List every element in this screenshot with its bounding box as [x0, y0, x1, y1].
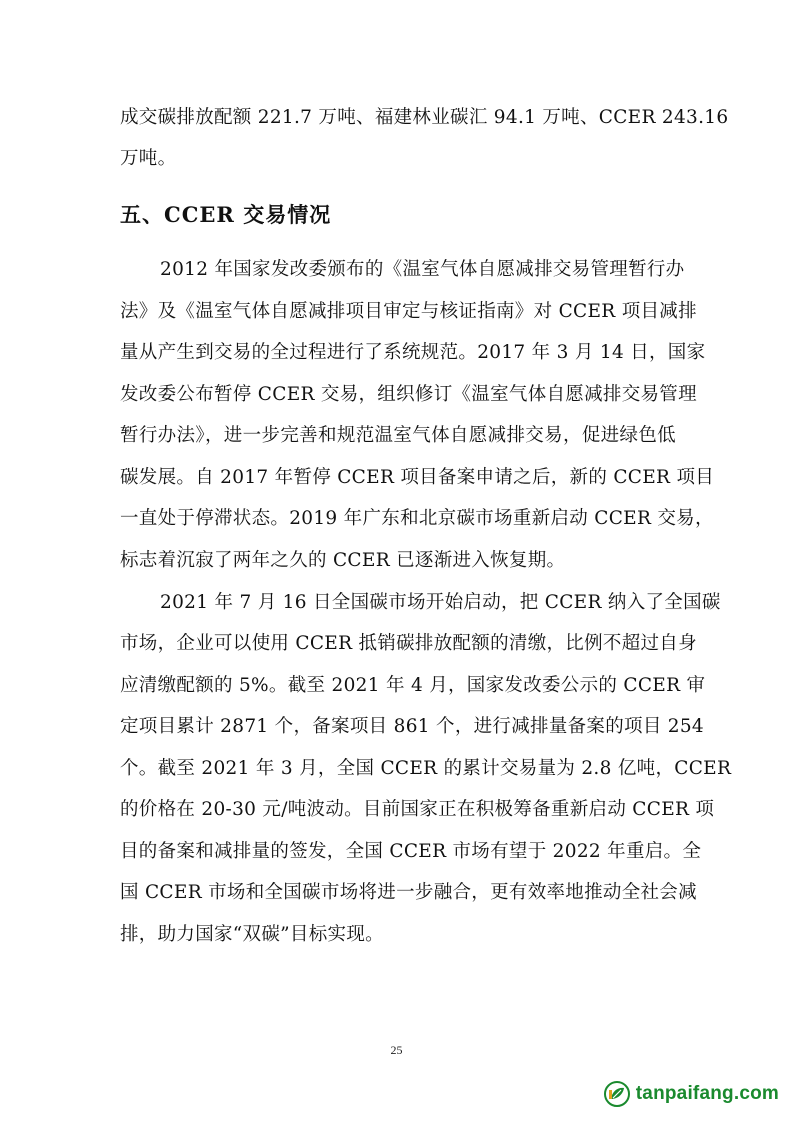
- paragraph-1-line-6: 碳发展。自 2017 年暂停 CCER 项目备案申请之后，新的 CCER 项目: [120, 467, 715, 488]
- paragraph-2-line-9: 排，助力国家“双碳”目标实现。: [120, 924, 384, 945]
- section-heading: 五、CCER 交易情况: [120, 202, 332, 227]
- paragraph-2-line-4: 定项目累计 2871 个，备案项目 861 个，进行减排量备案的项目 254: [120, 716, 705, 737]
- paragraph-1-line-2: 法》及《温室气体自愿减排项目审定与核证指南》对 CCER 项目减排: [120, 301, 697, 322]
- paragraph-top-line-1: 成交碳排放配额 221.7 万吨、福建林业碳汇 94.1 万吨、CCER 243.16: [120, 107, 729, 128]
- paragraph-2-line-5: 个。截至 2021 年 3 月，全国 CCER 的累计交易量为 2.8 亿吨，CCER: [120, 758, 732, 779]
- page-number: 25: [390, 1043, 403, 1057]
- paragraph-2-line-1: 2021 年 7 月 16 日全国碳市场开始启动，把 CCER 纳入了全国碳: [160, 592, 721, 613]
- paragraph-2-line-3: 应清缴配额的 5%。截至 2021 年 4 月，国家发改委公示的 CCER 审: [120, 675, 706, 696]
- paragraph-1-line-1: 2012 年国家发改委颁布的《温室气体自愿减排交易管理暂行办: [160, 259, 685, 280]
- paragraph-2-line-8: 国 CCER 市场和全国碳市场将进一步融合，更有效率地推动全社会减: [120, 882, 697, 903]
- watermark-text: tanpaifang.com: [635, 1083, 779, 1104]
- paragraph-1-line-3: 量从产生到交易的全过程进行了系统规范。2017 年 3 月 14 日，国家: [120, 342, 706, 363]
- paragraph-top-line-2: 万吨。: [120, 148, 177, 169]
- paragraph-2-line-2: 市场，企业可以使用 CCER 抵销碳排放配额的清缴，比例不超过自身: [120, 633, 697, 654]
- tanpaifang-leaf-logo-icon: [604, 1081, 630, 1107]
- paragraph-1-line-7: 一直处于停滞状态。2019 年广东和北京碳市场重新启动 CCER 交易，: [120, 508, 714, 529]
- paragraph-1-line-5: 暂行办法》，进一步完善和规范温室气体自愿减排交易，促进绿色低: [120, 425, 676, 446]
- paragraph-1-line-4: 发改委公布暂停 CCER 交易，组织修订《温室气体自愿减排交易管理: [120, 384, 697, 405]
- paragraph-1-line-8: 标志着沉寂了两年之久的 CCER 已逐渐进入恢复期。: [120, 550, 566, 571]
- site-watermark: [604, 1080, 779, 1108]
- paragraph-2-line-6: 的价格在 20-30 元/吨波动。目前国家正在积极筹备重新启动 CCER 项: [120, 799, 715, 820]
- paragraph-2-line-7: 目的备案和减排量的签发，全国 CCER 市场有望于 2022 年重启。全: [120, 841, 702, 862]
